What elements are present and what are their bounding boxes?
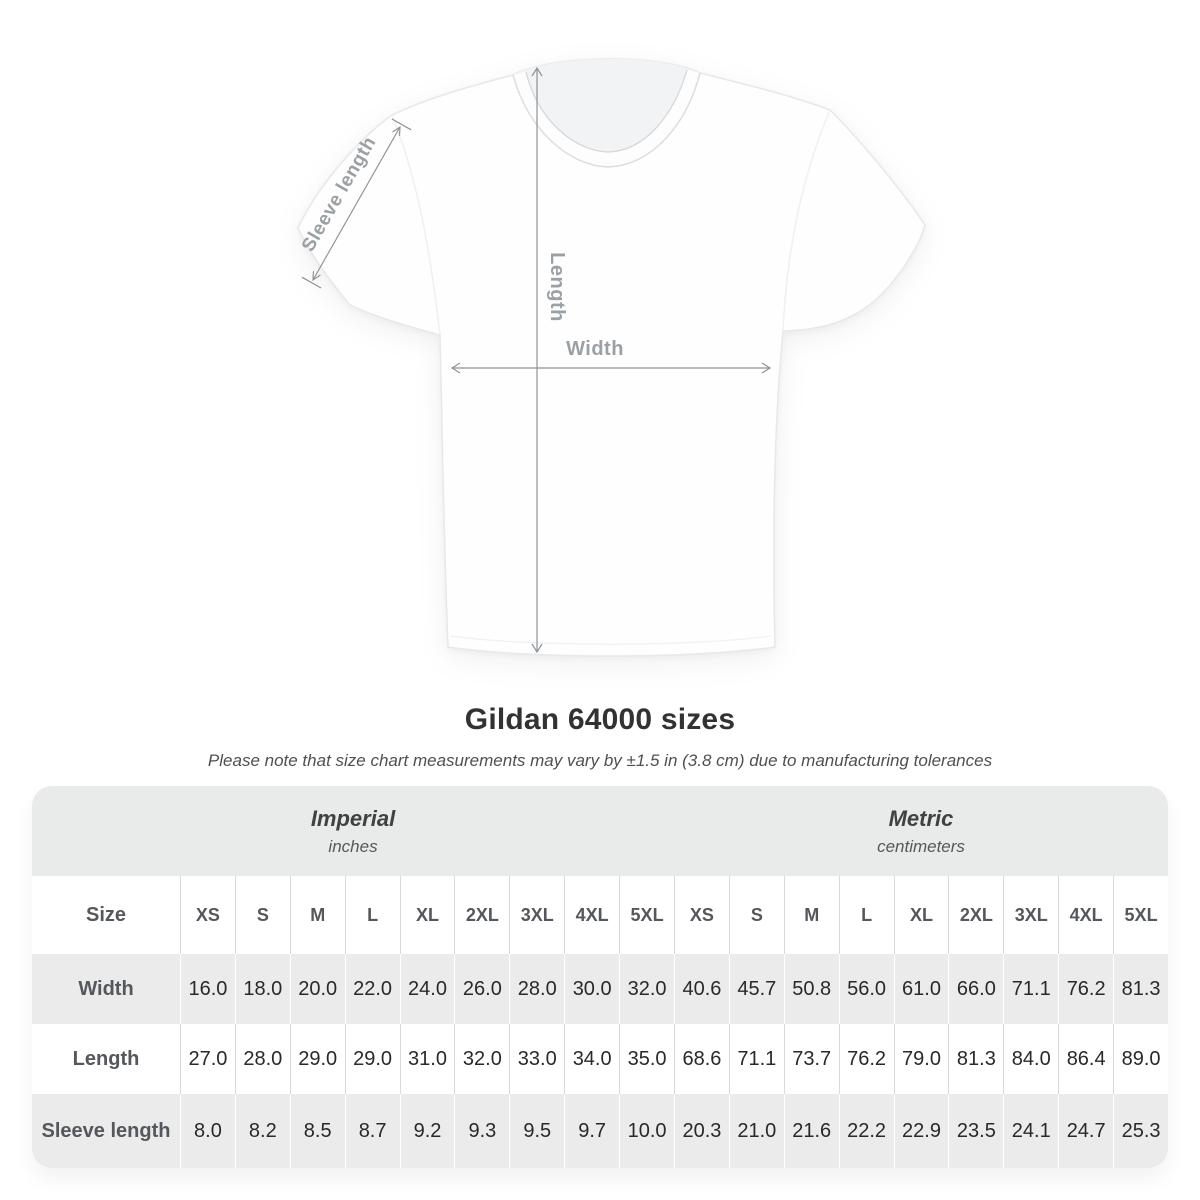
value-cell: 24.0 [400, 954, 455, 1024]
value-cell: 25.3 [1113, 1094, 1168, 1168]
value-cell: 23.5 [948, 1094, 1003, 1168]
value-cell: 68.6 [674, 1024, 729, 1094]
sleeve-length-label: Sleeve length [297, 133, 381, 256]
value-cell: 84.0 [1003, 1024, 1058, 1094]
size-header-metric-l: L [839, 876, 894, 954]
width-label: Width [566, 338, 624, 360]
size-header-imperial-3xl: 3XL [509, 876, 564, 954]
row-label-width: Width [32, 954, 180, 1024]
value-cell: 26.0 [454, 954, 509, 1024]
tshirt-illustration [270, 35, 930, 685]
size-header-imperial-xs: XS [180, 876, 235, 954]
imperial-label: Imperial [310, 805, 396, 831]
value-cell: 31.0 [400, 1024, 455, 1094]
size-header-imperial-2xl: 2XL [454, 876, 509, 954]
size-column-header: Size [32, 876, 180, 954]
size-header-metric-2xl: 2XL [948, 876, 1003, 954]
size-header-metric-xs: XS [674, 876, 729, 954]
size-header-imperial-s: S [235, 876, 290, 954]
size-chart-table [32, 786, 1168, 1168]
value-cell: 76.2 [839, 1024, 894, 1094]
size-header-imperial-5xl: 5XL [619, 876, 674, 954]
value-cell: 76.2 [1058, 954, 1113, 1024]
size-header-imperial-4xl: 4XL [564, 876, 619, 954]
value-cell: 66.0 [948, 954, 1003, 1024]
value-cell: 73.7 [784, 1024, 839, 1094]
value-cell: 22.2 [839, 1094, 894, 1168]
value-cell: 32.0 [619, 954, 674, 1024]
value-cell: 8.0 [180, 1094, 235, 1168]
value-cell: 27.0 [180, 1024, 235, 1094]
value-cell: 81.3 [1113, 954, 1168, 1024]
value-cell: 21.0 [729, 1094, 784, 1168]
value-cell: 9.2 [400, 1094, 455, 1168]
value-cell: 9.3 [454, 1094, 509, 1168]
value-cell: 10.0 [619, 1094, 674, 1168]
size-header-metric-3xl: 3XL [1003, 876, 1058, 954]
metric-sublabel: centimeters [877, 836, 965, 856]
size-header-imperial-m: M [290, 876, 345, 954]
value-cell: 61.0 [894, 954, 949, 1024]
value-cell: 50.8 [784, 954, 839, 1024]
value-cell: 28.0 [509, 954, 564, 1024]
value-cell: 32.0 [454, 1024, 509, 1094]
size-header-imperial-l: L [345, 876, 400, 954]
value-cell: 81.3 [948, 1024, 1003, 1094]
row-label-sleeve-length: Sleeve length [32, 1094, 180, 1168]
value-cell: 16.0 [180, 954, 235, 1024]
value-cell: 20.0 [290, 954, 345, 1024]
metric-label: Metric [888, 805, 954, 831]
value-cell: 35.0 [619, 1024, 674, 1094]
size-header-metric-m: M [784, 876, 839, 954]
value-cell: 18.0 [235, 954, 290, 1024]
value-cell: 22.9 [894, 1094, 949, 1168]
value-cell: 8.2 [235, 1094, 290, 1168]
length-label: Length [546, 252, 568, 322]
value-cell: 56.0 [839, 954, 894, 1024]
value-cell: 71.1 [729, 1024, 784, 1094]
value-cell: 9.5 [509, 1094, 564, 1168]
value-cell: 40.6 [674, 954, 729, 1024]
value-cell: 20.3 [674, 1094, 729, 1168]
metric-header [674, 786, 1168, 876]
row-label-length: Length [72, 1047, 140, 1070]
value-cell: 9.7 [564, 1094, 619, 1168]
imperial-header [32, 786, 674, 876]
value-cell: 86.4 [1058, 1024, 1113, 1094]
value-cell: 21.6 [784, 1094, 839, 1168]
value-cell: 89.0 [1113, 1024, 1168, 1094]
value-cell: 28.0 [235, 1024, 290, 1094]
page-title: Gildan 64000 sizes [464, 703, 736, 736]
value-cell: 33.0 [509, 1024, 564, 1094]
value-cell: 8.5 [290, 1094, 345, 1168]
value-cell: 34.0 [564, 1024, 619, 1094]
tolerance-note: Please note that size chart measurements may vary by ±1.5 in (3.8 cm) due to manufacturing tolerances [207, 751, 993, 770]
imperial-sublabel: inches [328, 836, 378, 856]
value-cell: 24.1 [1003, 1094, 1058, 1168]
value-cell: 22.0 [345, 954, 400, 1024]
size-header-metric-4xl: 4XL [1058, 876, 1113, 954]
value-cell: 29.0 [290, 1024, 345, 1094]
value-cell: 29.0 [345, 1024, 400, 1094]
value-cell: 24.7 [1058, 1094, 1113, 1168]
value-cell: 71.1 [1003, 954, 1058, 1024]
size-header-metric-s: S [729, 876, 784, 954]
size-header-imperial-xl: XL [400, 876, 455, 954]
value-cell: 30.0 [564, 954, 619, 1024]
value-cell: 8.7 [345, 1094, 400, 1168]
size-header-metric-5xl: 5XL [1113, 876, 1168, 954]
value-cell: 45.7 [729, 954, 784, 1024]
value-cell: 79.0 [894, 1024, 949, 1094]
tshirt-measurement-diagram [270, 35, 930, 685]
size-header-metric-xl: XL [894, 876, 949, 954]
